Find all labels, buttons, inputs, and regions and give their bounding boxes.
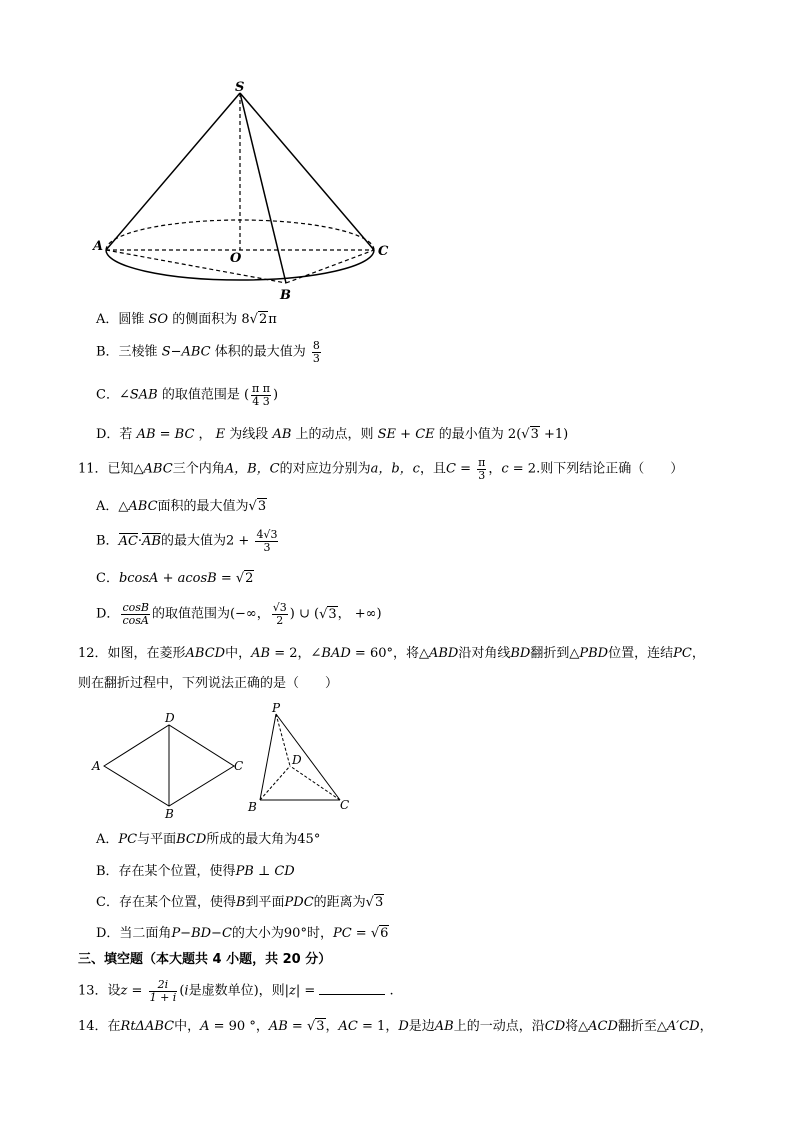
label-o: O bbox=[230, 251, 242, 266]
q11-stem: 11．已知△ABC三个内角A，B，C的对应边分别为a，b，c，且C = $\frac{\pi}{3}$ ，c = 2.则下列结论正确（ ） bbox=[78, 456, 684, 482]
cone-bc-dashed bbox=[286, 250, 374, 283]
section-heading: 三、填空题（本大题共 4 小题，共 20 分） bbox=[78, 952, 332, 967]
rhombus-label-b: B bbox=[165, 807, 174, 818]
tetra-label-p: P bbox=[272, 701, 281, 715]
label-c: C bbox=[378, 244, 389, 259]
q12-option-c: C．存在某个位置，使得B到平面PDC的距离为√3 bbox=[96, 895, 384, 910]
label-a: A bbox=[93, 239, 104, 254]
q12-stem-line2: 则在翻折过程中，下列说法正确的是（ ） bbox=[78, 676, 339, 691]
q12-option-a: A．PC与平面BCD所成的最大角为45° bbox=[96, 832, 321, 847]
q11-option-b: B．AC·AB的最大值为2 + $\frac{4√3}{3}$ bbox=[96, 528, 278, 554]
q11-option-d: D． $\frac{\cos B}{\cos A}$ 的取值范围为(−∞， $\frac{√3}{2}$ ) ∪ (√3， +∞) bbox=[96, 601, 382, 627]
q10-option-a: A．圆锥 SO 的侧面积为 8√2π bbox=[96, 312, 277, 327]
cone-edge-sc bbox=[240, 93, 374, 250]
tetrahedron-figure bbox=[244, 700, 356, 816]
q11-option-c: C．bcosA + acosB = √2 bbox=[96, 571, 254, 586]
tetra-label-b: B bbox=[248, 800, 257, 814]
q10-option-b: B．三棱锥 S−ABC 体积的最大值为 $\frac{8}{3}$ bbox=[96, 339, 320, 365]
answer-blank[interactable] bbox=[319, 984, 385, 995]
q10-option-c: C．∠SAB 的取值范围是 ( $\frac{\text{π π}}{4 3}$ ) bbox=[96, 382, 279, 408]
q12-option-d: D．当二面角P−BD−C的大小为90°时，PC = √6 bbox=[96, 926, 389, 941]
q12-option-b: B．存在某个位置，使得PB ⊥ CD bbox=[96, 864, 295, 879]
q10-option-d: D．若 AB = BC ， E 为线段 AB 上的动点，则 SE + CE 的最小值为 2(√3 +1) bbox=[96, 427, 569, 442]
q13-stem: 13．设z = $\frac{2i}{1 + i}$ (i是虚数单位)，则|z| = . bbox=[78, 978, 394, 1004]
tetra-label-d: D bbox=[292, 753, 302, 767]
cone-edge-sa bbox=[106, 93, 240, 250]
q12-stem-line1: 12．如图，在菱形ABCD中，AB = 2，∠BAD = 60°，将△ABD沿对角线BD翻折到△PBD位置，连结PC， bbox=[78, 646, 705, 661]
rhombus-label-a: A bbox=[92, 759, 101, 773]
rhombus-figure bbox=[88, 708, 250, 818]
rhombus-label-d: D bbox=[165, 711, 175, 725]
q14-stem: 14．在RtΔABC中，A = 90 °，AB = √3，AC = 1，D是边AB上的一动点，沿CD将△ACD翻折至△A′CD， bbox=[78, 1019, 713, 1034]
tetra-label-c: C bbox=[340, 798, 350, 812]
cone-figure bbox=[90, 78, 400, 300]
q11-option-a: A．△ABC面积的最大值为√3 bbox=[96, 499, 267, 514]
cone-edge-sb bbox=[240, 93, 286, 283]
label-b: B bbox=[280, 288, 291, 300]
rhombus-label-c: C bbox=[234, 759, 244, 773]
label-s: S bbox=[235, 80, 245, 95]
